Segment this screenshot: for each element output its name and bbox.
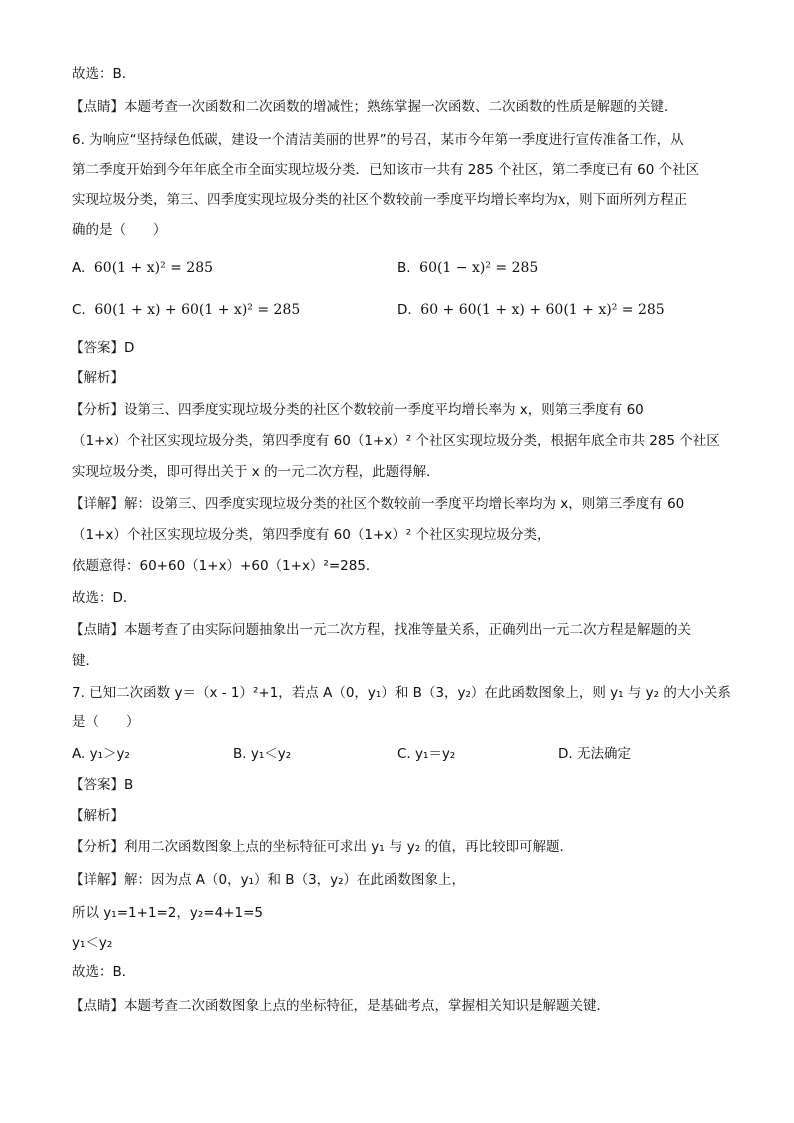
q6-option-c: C. 60(1 + x) + 60(1 + x)² = 285 <box>72 302 301 318</box>
q7-option-d: D. 无法确定 <box>558 746 631 762</box>
q6-stem-line-3: 实现垃圾分类，第三、四季度实现垃圾分类的社区个数较前一季度平均增长率均为x，则下面所列方程正 <box>72 192 688 208</box>
q7-summary: 【点睛】本题考查二次函数图象上点的坐标特征，是基础考点，掌握相关知识是解题关键． <box>70 998 610 1014</box>
q6-answer: 【答案】D <box>70 340 135 356</box>
q6-summary-line-1: 【点睛】本题考查了由实际问题抽象出一元二次方程，找准等量关系，正确列出一元二次方程是解题的关 <box>70 622 691 638</box>
q6-stem-line-2: 第二季度开始到今年年底全市全面实现垃圾分类．已知该市一共有 285 个社区，第二季度已有 60 个社区 <box>72 162 700 178</box>
q6-detail-line-1: 【详解】解：设第三、四季度实现垃圾分类的社区个数较前一季度平均增长率均为 x，则第三季度有 60 <box>70 496 685 512</box>
q7-analysis: 【分析】利用二次函数图象上点的坐标特征可求出 y₁ 与 y₂ 的值，再比较即可解题． <box>70 839 573 855</box>
variable-x: x <box>558 192 566 208</box>
q6-option-b: B. 60(1 − x)² = 285 <box>397 260 539 276</box>
q7-detail-line-1: 【详解】解：因为点 A（0，y₁）和 B（3，y₂）在此函数图象上， <box>70 872 466 888</box>
q6-analysis-line-3: 实现垃圾分类，即可得出关于 x 的一元二次方程，此题得解． <box>72 464 440 480</box>
q6-detail-line-2: （1+x）个社区实现垃圾分类，第四季度有 60（1+x）² 个社区实现垃圾分类， <box>72 527 551 543</box>
q7-option-b: B. y₁＜y₂ <box>233 746 292 762</box>
q7-option-c: C. y₁＝y₂ <box>397 746 456 762</box>
q6-stem-line-4: 确的是（ ） <box>72 222 167 238</box>
q7-stem-line-2: 是（ ） <box>72 714 140 730</box>
prev-summary: 【点睛】本题考查一次函数和二次函数的增减性；熟练掌握一次函数、二次函数的性质是解题的关键． <box>70 99 678 115</box>
q6-summary-line-2: 键． <box>72 653 99 669</box>
q6-option-a: A. 60(1 + x)² = 285 <box>72 260 214 276</box>
q6-detail-equation: 依题意得：60+60（1+x）+60（1+x）²=285． <box>72 558 380 574</box>
q7-stem-line-1: 7. 已知二次函数 y＝（x - 1）²+1，若点 A（0，y₁）和 B（3，y₂）在此函数图象上，则 y₁ 与 y₂ 的大小关系 <box>72 685 731 701</box>
q6-analysis-line-2: （1+x）个社区实现垃圾分类，第四季度有 60（1+x）² 个社区实现垃圾分类，根据年底全市共 285 个社区 <box>72 433 720 449</box>
q6-option-d: D. 60 + 60(1 + x) + 60(1 + x)² = 285 <box>397 302 665 318</box>
q7-detail-line-2: 所以 y₁=1+1=2，y₂=4+1=5 <box>72 905 263 921</box>
q7-answer: 【答案】B <box>70 777 134 793</box>
prev-answer-choice: 故选：B． <box>72 66 136 82</box>
q7-option-a: A. y₁＞y₂ <box>72 746 130 762</box>
q7-detail-line-3: y₁＜y₂ <box>72 935 113 951</box>
q6-answer-choice: 故选：D． <box>72 590 137 606</box>
q7-analysis-heading: 【解析】 <box>70 808 124 824</box>
q6-analysis-heading: 【解析】 <box>70 370 124 386</box>
q6-stem-line-1: 6. 为响应“坚持绿色低碳，建设一个清洁美丽的世界”的号召，某市今年第一季度进行宣传准备工作，从 <box>72 132 684 148</box>
q6-analysis-line-1: 【分析】设第三、四季度实现垃圾分类的社区个数较前一季度平均增长率为 x，则第三季度有 60 <box>70 402 644 418</box>
q7-answer-choice: 故选：B． <box>72 964 136 980</box>
